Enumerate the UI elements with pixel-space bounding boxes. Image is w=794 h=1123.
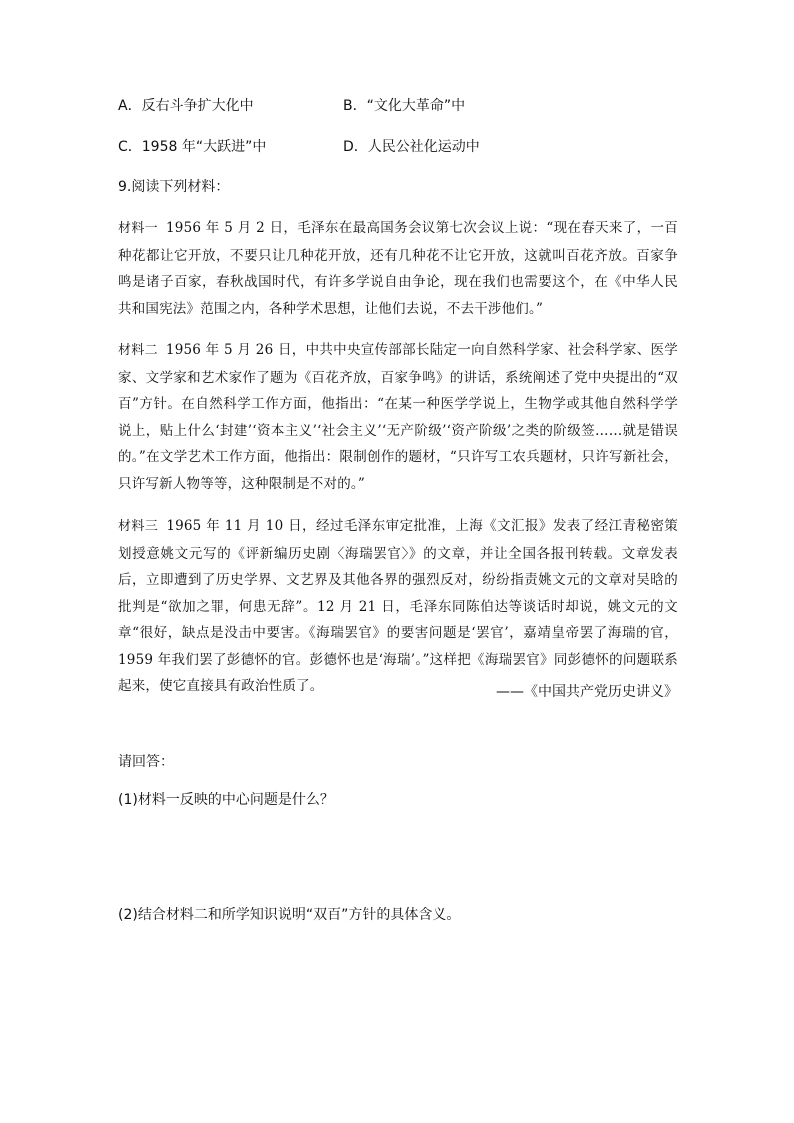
- material-two: [118, 337, 678, 497]
- option-c[interactable]: C．1958 年“大跃进”中: [118, 139, 267, 155]
- source-citation: [118, 679, 678, 705]
- material-three: [118, 513, 678, 700]
- material-three-label: 材料三: [118, 519, 159, 534]
- answer-prompt: 请回答：: [118, 754, 174, 770]
- material-one-label: 材料一: [118, 221, 159, 236]
- source-text: ——《中国共产党历史讲义》: [496, 684, 678, 700]
- sub-question-1: (1)材料一反映的中心问题是什么？: [118, 792, 334, 808]
- material-one-text: 1956 年 5 月 2 日，毛泽东在最高国务会议第七次会议上说：“现在春天来了，一百种花都让它开放，不要只让几种花开放，还有几种花不让它开放，这就叫百花齐放。百家争鸣是诸子百家，春秋战国时代，有许多学说自由争论，现在我们也需要这个，在《中华人民共和国宪法》范围之内，各种学术思想，让他们去说，不去干涉他们。”: [118, 220, 678, 317]
- material-two-label: 材料二: [118, 343, 158, 358]
- option-b[interactable]: B．“文化大革命”中: [343, 98, 466, 114]
- option-d[interactable]: D．人民公社化运动中: [343, 139, 480, 155]
- material-two-text: 1956 年 5 月 26 日，中共中央宣传部部长陆定一向自然科学家、社会科学家、医学家、文学家和艺术家作了题为《百花齐放，百家争鸣》的讲话，系统阐述了党中央提出的“双百”方针。在自然科学工作方面，他指出：“在某一种医学学说上，生物学或其他自然科学学说上，贴上什么‘封建’‘资本主义’‘社会主义’‘无产阶级’‘资产阶级’之类的阶级签……就是错误的。”在文学艺术工作方面，他指出：限制创作的题材，“只许写工农兵题材，只许写新社会，只许写新人物等等，这种限制是不对的。”: [118, 342, 678, 492]
- sub-question-2: (2)结合材料二和所学知识说明“双百”方针的具体含义。: [118, 907, 461, 923]
- option-a[interactable]: A．反右斗争扩大化中: [118, 98, 254, 114]
- material-one: [118, 215, 678, 322]
- question-title: 9.阅读下列材料：: [118, 179, 230, 195]
- material-three-text: 1965 年 11 月 10 日，经过毛泽东审定批准，上海《文汇报》发表了经江青秘密策划授意姚文元写的《评新编历史剧〈海瑞罢官〉》的文章，并让全国各报刊转载。文章发表后，立即遭到了历史学界、文艺界及其他各界的强烈反对，纷纷指责姚文元的文章对吴晗的批判是“欲加之罪，何患无辞”。12 月 21 日，毛泽东同陈伯达等谈话时却说，姚文元的文章“很好，缺点是没击中要害。《海瑞罢官》的要害问题是‘罢官’，嘉靖皇帝罢了海瑞的官，1959 年我们罢了彭德怀的官。彭德怀也是‘海瑞’。”这样把《海瑞罢官》同彭德怀的问题联系起来，使它直接具有政治性质了。: [118, 518, 678, 694]
